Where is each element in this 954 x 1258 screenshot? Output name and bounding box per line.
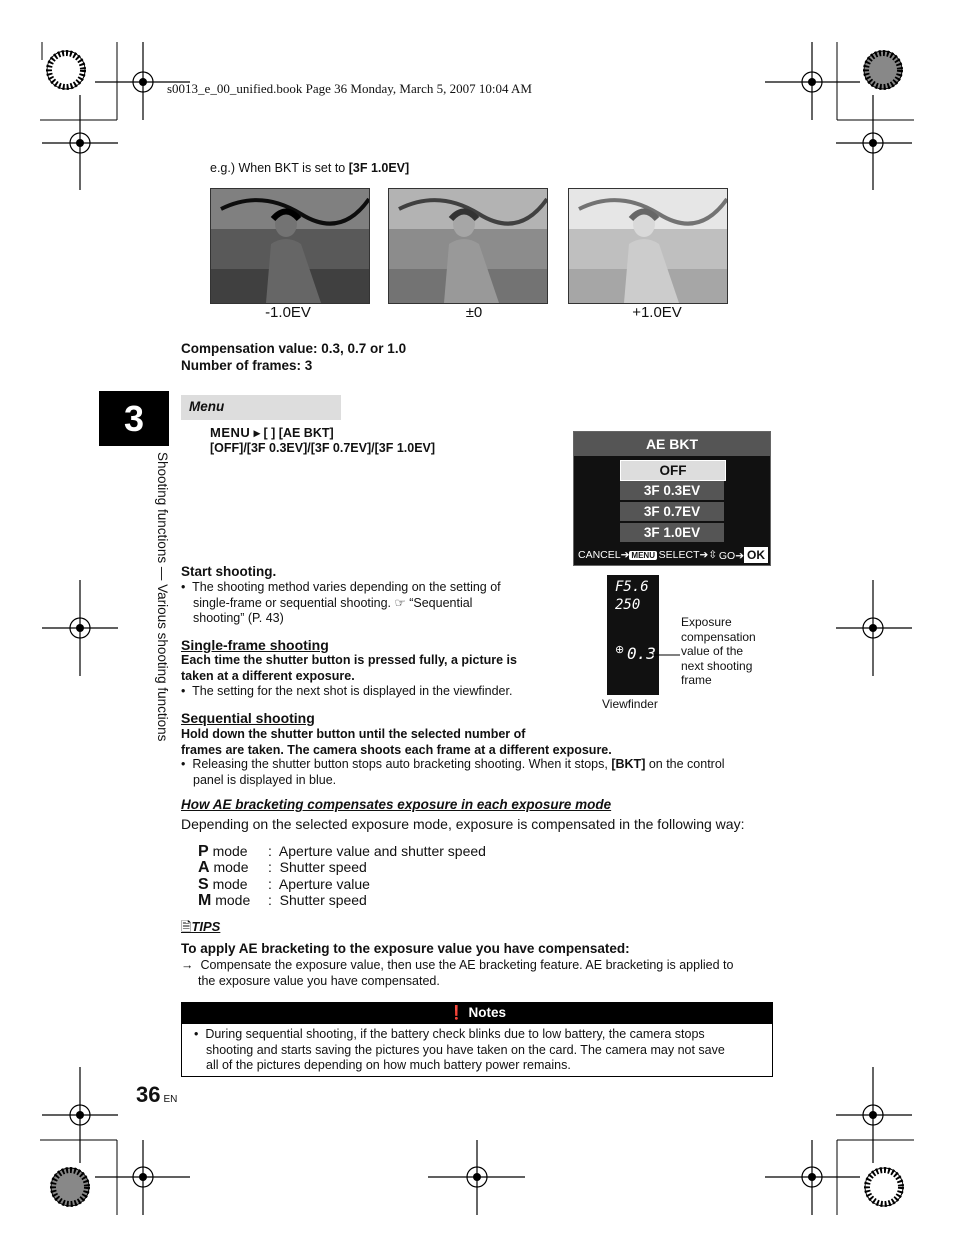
photo-label-zero: ±0: [465, 304, 483, 321]
bracket-photos: [210, 188, 730, 328]
side-chapter-title: Shooting functions — Various shooting functions: [155, 452, 170, 742]
example-value: [3F 1.0EV]: [348, 161, 410, 175]
vf-plusminus-icon: ⊕: [615, 644, 625, 656]
mode-row-p: P mode: [198, 843, 248, 860]
book-header-line: s0013_e_00_unified.book Page 36 Monday, March 5, 2007 10:04 AM: [167, 81, 532, 96]
menu-options-line: [OFF]/[3F 0.3EV]/[3F 0.7EV]/[3F 1.0EV]: [210, 441, 436, 455]
example-line: [210, 161, 409, 175]
mode-row-m: M mode: [198, 892, 251, 909]
lcd-option-3f-03[interactable]: 3F 0.3EV: [620, 481, 724, 500]
mode-row-a: A mode: [198, 859, 249, 876]
mode-desc-p: : Aperture value and shutter speed: [268, 843, 486, 859]
vf-aperture: F5.6: [615, 579, 649, 595]
tips-icon: 🗎: [181, 919, 192, 934]
lcd-option-3f-07[interactable]: 3F 0.7EV: [620, 502, 724, 521]
sequential-bold: Hold down the shutter button until the selected number of frames are taken. The camera shoots each frame at a different exposure.: [181, 727, 612, 757]
chapter-tab: 3: [99, 391, 169, 446]
mode-desc-s: : Aperture value: [268, 876, 370, 892]
compensation-value: Compensation value: 0.3, 0.7 or 1.0: [181, 341, 407, 356]
menu-label-box: Menu: [181, 395, 341, 420]
notes-header: ❗ Notes: [181, 1002, 773, 1024]
photo-label-minus: -1.0EV: [265, 304, 311, 321]
example-prefix: e.g.) When BKT is set to: [210, 161, 349, 175]
menu-arrow-icon: ▸: [253, 426, 261, 440]
mode-row-s: S mode: [198, 876, 248, 893]
menu-path: [210, 425, 334, 440]
notes-box: • During sequential shooting, if the battery check blinks due to low battery, the camera stops shooting and starts saving the pictures you have taken on the card. The camera may not save all of the pictures depending on how much battery power remains.: [181, 1024, 773, 1077]
single-frame-bold: Each time the shutter button is pressed fully, a picture is taken at a different exposure.: [181, 653, 517, 683]
photo-image: [211, 189, 369, 303]
vf-exposure: 0.3: [627, 644, 656, 663]
single-frame-bullet: • The setting for the next shot is displayed in the viewfinder.: [181, 684, 513, 698]
tips-body: → Compensate the exposure value, then use the AE bracketing feature. AE bracketing is applied to the exposure value you have compensated.: [181, 958, 734, 988]
lcd-option-off[interactable]: OFF: [620, 460, 726, 481]
lcd-select: SELECT➔⇳: [658, 549, 718, 561]
start-shooting-title: Start shooting.: [181, 564, 277, 579]
viewfinder-display: [607, 575, 659, 695]
lcd-option-3f-10[interactable]: 3F 1.0EV: [620, 523, 724, 542]
lcd-go: GO➔ OK: [719, 547, 768, 563]
tips-label: 🗎TIPS: [181, 919, 221, 934]
sequential-heading: Sequential shooting: [181, 710, 315, 726]
page-number: 36 EN: [136, 1082, 178, 1107]
sequential-bullet: • Releasing the shutter button stops auto bracketing shooting. When it stops, [BKT] on the control panel is displayed in blue.: [181, 757, 725, 787]
warning-icon: ❗: [447, 1005, 465, 1020]
photo-image: [389, 189, 547, 303]
vf-callout: Exposure compensation value of the next shooting frame: [681, 615, 756, 687]
menu-path-rest: [ ] [AE BKT]: [263, 426, 334, 440]
page-ref-icon: ☞: [394, 595, 406, 610]
lcd-title: AE BKT: [574, 432, 770, 456]
how-ae-heading: How AE bracketing compensates exposure in each exposure mode: [181, 797, 612, 812]
vf-caption: Viewfinder: [602, 697, 658, 711]
photo-0ev: [388, 188, 548, 304]
lcd-footer: [578, 547, 768, 563]
mode-desc-a: : Shutter speed: [268, 859, 367, 875]
ae-bkt-lcd-screen: [573, 431, 771, 566]
menu-word: MENU: [210, 425, 251, 440]
photo-image: [569, 189, 727, 303]
mode-desc-m: : Shutter speed: [268, 892, 367, 908]
photo-minus-1ev: [210, 188, 370, 304]
callout-line: [650, 650, 682, 660]
photo-label-plus: +1.0EV: [632, 304, 682, 321]
updown-icon: ⇳: [708, 549, 718, 561]
start-shooting-bullet: • The shooting method varies depending on the setting of single-frame or sequential shooting. ☞ “Sequential shooting” (P. 43): [181, 580, 501, 625]
tips-heading: To apply AE bracketing to the exposure value you have compensated:: [181, 941, 630, 956]
single-frame-heading: Single-frame shooting: [181, 637, 329, 653]
lcd-cancel: CANCEL➔ MENU: [578, 549, 655, 561]
how-ae-intro: Depending on the selected exposure mode, exposure is compensated in the following way:: [181, 816, 745, 832]
vf-shutter: 250: [615, 597, 641, 613]
photo-plus-1ev: [568, 188, 728, 304]
number-of-frames: Number of frames: 3: [181, 358, 313, 373]
arrow-icon: →: [181, 958, 194, 972]
